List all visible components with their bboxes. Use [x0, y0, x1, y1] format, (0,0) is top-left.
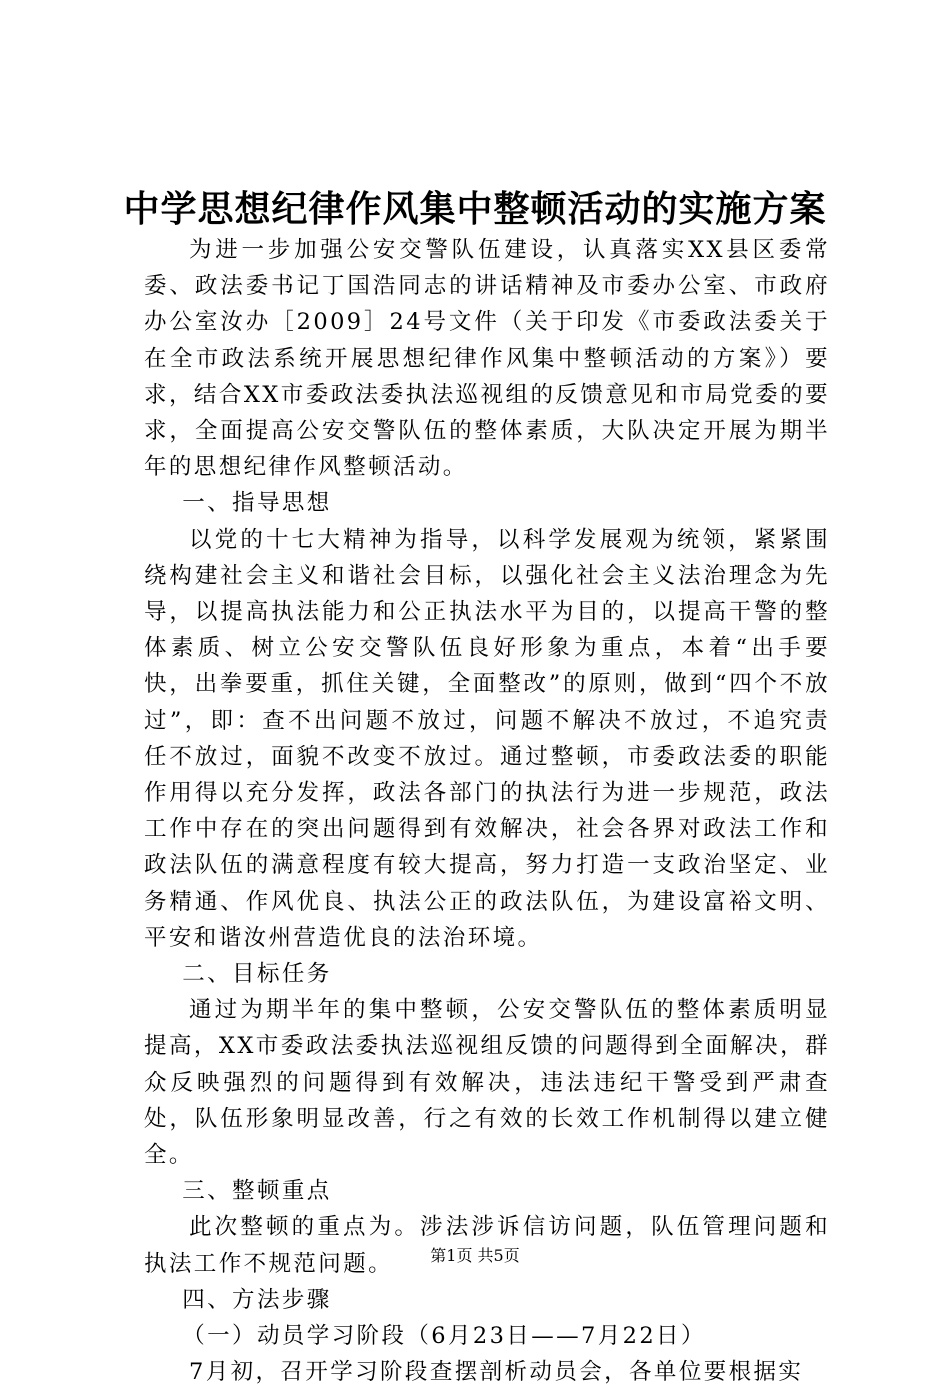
section-heading-goals: 二、目标任务: [182, 961, 332, 988]
focus-paragraph: 此次整顿的重点为。涉法涉诉信访问题，队伍管理问题和执法工作不规范问题。: [144, 1214, 830, 1277]
mobilization-paragraph: 7月初，召开学习阶段查摆剖析动员会，各单位要根据实: [189, 1359, 804, 1386]
section-heading-focus: 三、整顿重点: [182, 1178, 332, 1205]
page-number-footer: 第1页 共5页: [430, 1246, 520, 1265]
guiding-thought-paragraph: 以党的十七大精神为指导，以科学发展观为统领，紧紧围绕构建社会主义和谐社会目标，以强化社会主义法治理念为先导，以提高执法能力和公正执法水平为目的，以提高干警的整体素质、树立公安交警队伍良好形象为重点，本着“出手要快，出拳要重，抓住关键，全面整改”的原则，做到“四个不放过”，即：查不出问题不放过，问题不解决不放过，不追究责任不放过，面貌不改变不放过。通过整顿，市委政法委的职能作用得以充分发挥，政法各部门的执法行为进一步规范，政法工作中存在的突出问题得到有效解决，社会各界对政法工作和政法队伍的满意程度有较大提高，努力打造一支政治坚定、业务精通、作风优良、执法公正的政法队伍，为建设富裕文明、平安和谐汝州营造优良的法治环境。: [144, 526, 830, 951]
document-body: [144, 232, 830, 1391]
intro-paragraph: 为进一步加强公安交警队伍建设，认真落实XX县区委常委、政法委书记丁国浩同志的讲话精神及市委办公室、市政府办公室汝办［2009］24号文件（关于印发《市委政法委关于在全市政法系统开展思想纪律作风集中整顿活动的方案》）要求，结合XX市委政法委执法巡视组的反馈意见和市局党委的要求，全面提高公安交警队伍的整体素质，大队决定开展为期半年的思想纪律作风整顿活动。: [144, 237, 830, 481]
document-title: 中学思想纪律作风集中整顿活动的实施方案: [123, 188, 827, 230]
section-heading-steps: 四、方法步骤: [182, 1286, 332, 1313]
goals-paragraph: 通过为期半年的集中整顿，公安交警队伍的整体素质明显提高，XX市委政法委执法巡视组反馈的问题得到全面解决，群众反映强烈的问题得到有效解决，违法违纪干警受到严肃查处，队伍形象明显改善，行之有效的长效工作机制得以建立健全。: [144, 997, 830, 1169]
section-heading-guiding-thought: 一、指导思想: [182, 490, 332, 517]
subsection-heading-mobilization: （一）动员学习阶段（6月23日——7月22日）: [182, 1323, 706, 1350]
